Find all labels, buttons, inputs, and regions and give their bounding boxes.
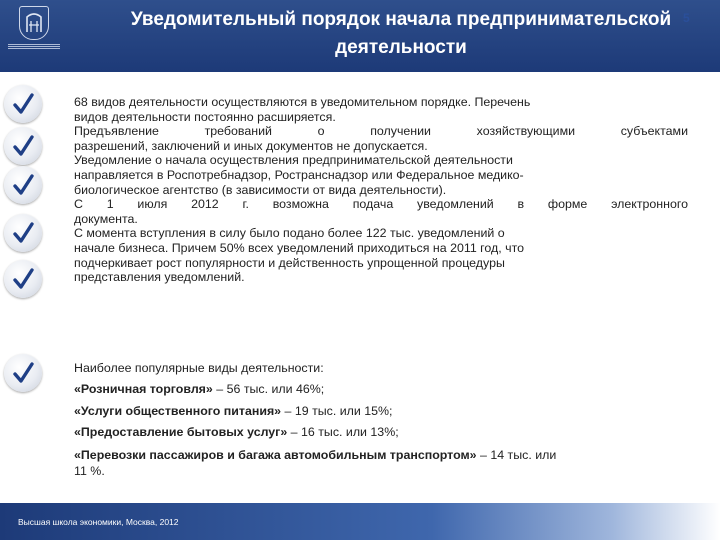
title-line: деятельности (335, 37, 467, 58)
text-line: видов деятельности постоянно расширяется. (74, 109, 336, 124)
popular-activities (74, 358, 688, 479)
checkmark-icon (4, 354, 42, 392)
checkmark-icon (4, 214, 42, 252)
text-line: подчеркивает рост популярности и действенность упрощенной процедуры (74, 255, 505, 270)
list-item (74, 401, 688, 422)
text-line: начале бизнеса. Причем 50% всех уведомлений приходиться на 2011 год, что (74, 240, 525, 255)
activity-name: «Предоставление бытовых услуг» (74, 425, 288, 440)
checkmark-icon (4, 166, 42, 204)
text-line: Уведомление о начала осуществления предпринимательской деятельности (74, 153, 513, 168)
text-line: представления уведомлений. (74, 270, 245, 285)
activity-name: «Розничная торговля» (74, 382, 213, 397)
activity-stat: – 56 тыс. или 46%; (212, 382, 325, 397)
list-item-continuation: 11 %. (74, 463, 105, 478)
title-line: Уведомительный порядок начала предпринимательской (130, 9, 672, 30)
paragraph (74, 226, 688, 284)
text-line: биологическое агентство (в зависимости от вида деятельности). (74, 182, 447, 197)
slide-footer (0, 503, 720, 540)
checkmark-icon (4, 85, 42, 123)
slide-header (0, 0, 720, 72)
paragraph (74, 95, 688, 124)
activity-name: «Услуги общественного питания» (74, 403, 282, 418)
activity-stat: – 16 тыс. или 13%; (287, 425, 399, 440)
paragraph (74, 124, 688, 153)
list-item (74, 444, 688, 463)
main-text (74, 95, 688, 285)
text-line: 68 видов деятельности осуществляются в уведомительном порядке. Перечень (74, 95, 531, 109)
paragraph (74, 153, 688, 197)
checkmark-icon (4, 260, 42, 298)
activity-stat: – 19 тыс. или 15%; (281, 403, 393, 418)
list-intro: Наиболее популярные виды деятельности: (74, 361, 324, 375)
logo-caption-lines (8, 43, 60, 51)
page-title (96, 6, 706, 62)
list-item (74, 379, 688, 400)
checkmark-icon (4, 127, 42, 165)
text-line: разрешений, заключений и иных документов не допускается. (74, 138, 428, 153)
page-number: 5 (683, 11, 690, 25)
list-item (74, 422, 688, 443)
university-emblem-icon (19, 6, 49, 40)
text-line: С момента вступления в силу было подано более 122 тыс. уведомлений о (74, 226, 505, 241)
activity-name: «Перевозки пассажиров и багажа автомобильным транспортом» (74, 447, 477, 462)
text-line: направляется в Роспотребнадзор, Ространснадзор или Федеральное медико- (74, 167, 524, 182)
text-line: С 1 июля 2012 г. возможна подача уведомлений в форме электронного (74, 197, 688, 212)
footer-organization: Высшая школа экономики, Москва, 2012 (18, 517, 179, 527)
text-line: документа. (74, 211, 138, 226)
paragraph (74, 197, 688, 226)
activity-stat: – 14 тыс. или (476, 447, 557, 462)
text-line: Предъявление требований о получении хозяйствующими субъектами (74, 124, 688, 139)
logo (8, 6, 60, 60)
